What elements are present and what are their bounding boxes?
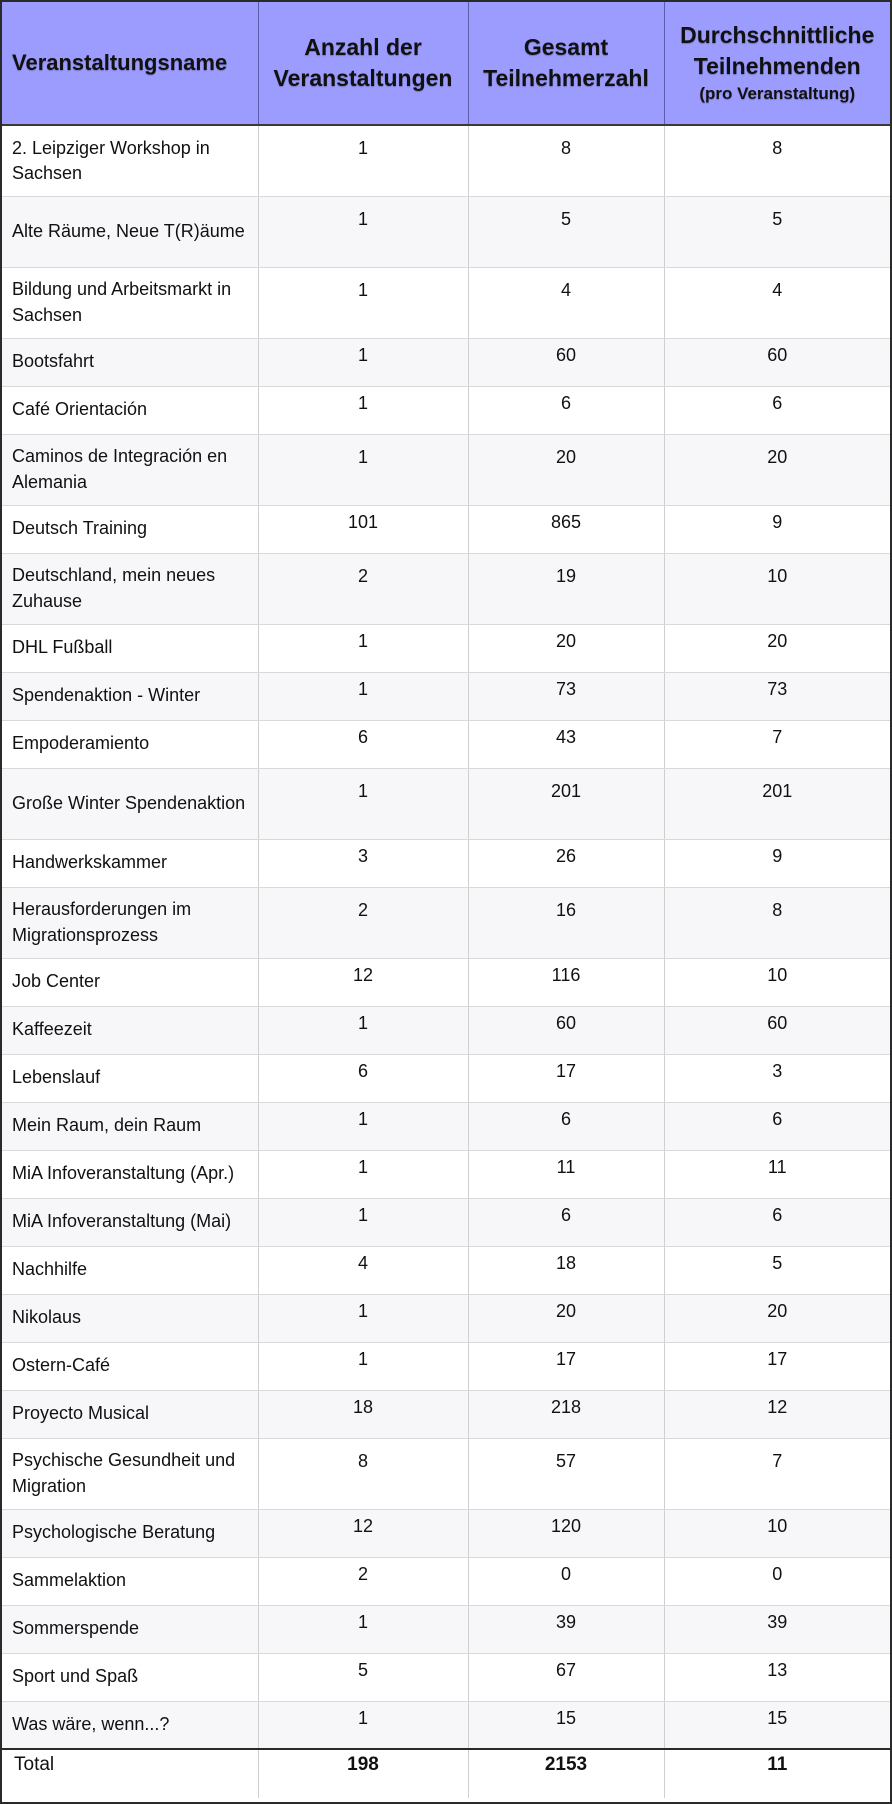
table-row bbox=[2, 1342, 890, 1390]
total-participants-cell: 20 bbox=[468, 434, 664, 505]
event-count-cell: 6 bbox=[258, 1054, 468, 1102]
header-total-line2: Teilnehmerzahl bbox=[483, 65, 649, 91]
total-participants-cell: 16 bbox=[468, 887, 664, 958]
event-name-cell: MiA Infoveranstaltung (Mai) bbox=[2, 1198, 258, 1246]
event-count-cell: 18 bbox=[258, 1390, 468, 1438]
table-row bbox=[2, 1006, 890, 1054]
total-participants-cell: 201 bbox=[468, 768, 664, 839]
event-count-cell: 1 bbox=[258, 1006, 468, 1054]
event-count-cell: 6 bbox=[258, 720, 468, 768]
table-row bbox=[2, 338, 890, 386]
table-row bbox=[2, 887, 890, 958]
event-count-cell: 4 bbox=[258, 1246, 468, 1294]
average-participants-cell: 10 bbox=[664, 958, 890, 1006]
event-count-cell: 2 bbox=[258, 553, 468, 624]
header-event-count-line1: Anzahl der bbox=[304, 33, 422, 60]
event-count-cell: 1 bbox=[258, 672, 468, 720]
header-average-participants bbox=[664, 2, 890, 125]
event-name-cell: Deutschland, mein neues Zuhause bbox=[2, 553, 258, 624]
table-row bbox=[2, 1054, 890, 1102]
event-name-cell: Café Orientación bbox=[2, 386, 258, 434]
average-participants-cell: 5 bbox=[664, 196, 890, 267]
average-participants-cell: 8 bbox=[664, 887, 890, 958]
header-avg-line2: Teilnehmenden bbox=[693, 53, 861, 80]
average-participants-cell: 201 bbox=[664, 768, 890, 839]
table-row bbox=[2, 196, 890, 267]
header-total-participants bbox=[468, 2, 664, 125]
average-participants-cell: 10 bbox=[664, 553, 890, 624]
total-participants-cell: 67 bbox=[468, 1653, 664, 1701]
total-participants-cell: 20 bbox=[468, 1294, 664, 1342]
average-participants-cell: 0 bbox=[664, 1557, 890, 1605]
header-row bbox=[2, 2, 890, 125]
event-name-cell: Nikolaus bbox=[2, 1294, 258, 1342]
average-participants-cell: 8 bbox=[664, 125, 890, 196]
event-count-cell: 1 bbox=[258, 386, 468, 434]
event-name-cell: MiA Infoveranstaltung (Apr.) bbox=[2, 1150, 258, 1198]
event-name-cell: Sport und Spaß bbox=[2, 1653, 258, 1701]
events-table bbox=[2, 2, 890, 1798]
average-participants-cell: 11 bbox=[664, 1150, 890, 1198]
event-name-cell: Was wäre, wenn...? bbox=[2, 1701, 258, 1749]
table-row bbox=[2, 720, 890, 768]
event-count-cell: 1 bbox=[258, 338, 468, 386]
average-participants-cell: 9 bbox=[664, 505, 890, 553]
event-count-cell: 1 bbox=[258, 1701, 468, 1749]
event-name-cell: Ostern-Café bbox=[2, 1342, 258, 1390]
event-name-cell: Nachhilfe bbox=[2, 1246, 258, 1294]
event-name-cell: Psychische Gesundheit und Migration bbox=[2, 1438, 258, 1509]
average-participants-cell: 7 bbox=[664, 720, 890, 768]
table-header bbox=[2, 2, 890, 125]
average-participants-cell: 60 bbox=[664, 338, 890, 386]
total-participants-cell: 18 bbox=[468, 1246, 664, 1294]
table-row bbox=[2, 553, 890, 624]
event-count-cell: 1 bbox=[258, 434, 468, 505]
event-name-cell: Psychologische Beratung bbox=[2, 1509, 258, 1557]
event-count-cell: 5 bbox=[258, 1653, 468, 1701]
table-row bbox=[2, 1198, 890, 1246]
header-avg-subtitle: (pro Veranstaltung) bbox=[699, 84, 856, 104]
total-participants-cell: 73 bbox=[468, 672, 664, 720]
average-participants-cell: 60 bbox=[664, 1006, 890, 1054]
total-participants-cell: 15 bbox=[468, 1701, 664, 1749]
average-participants-cell: 6 bbox=[664, 1102, 890, 1150]
table-row bbox=[2, 1102, 890, 1150]
average-participants-cell: 6 bbox=[664, 386, 890, 434]
total-participants-cell: 60 bbox=[468, 1006, 664, 1054]
average-participants-cell: 20 bbox=[664, 434, 890, 505]
table-row bbox=[2, 1509, 890, 1557]
event-name-cell: Job Center bbox=[2, 958, 258, 1006]
table-row bbox=[2, 1150, 890, 1198]
table-row bbox=[2, 624, 890, 672]
table-row bbox=[2, 267, 890, 338]
total-participants-cell: 20 bbox=[468, 624, 664, 672]
table-row bbox=[2, 1438, 890, 1509]
event-name-cell: Handwerkskammer bbox=[2, 839, 258, 887]
total-row bbox=[2, 1749, 890, 1798]
total-participants-cell: 6 bbox=[468, 1198, 664, 1246]
event-count-cell: 2 bbox=[258, 1557, 468, 1605]
header-event-name-label: Veranstaltungsname bbox=[12, 50, 228, 75]
average-participants-cell: 4 bbox=[664, 267, 890, 338]
total-participants-cell: 17 bbox=[468, 1054, 664, 1102]
event-name-cell: Spendenaktion - Winter bbox=[2, 672, 258, 720]
average-participants-cell: 73 bbox=[664, 672, 890, 720]
table-row bbox=[2, 1701, 890, 1749]
total-average: 11 bbox=[664, 1749, 890, 1798]
total-participants-cell: 43 bbox=[468, 720, 664, 768]
header-avg-line1: Durchschnittliche bbox=[680, 22, 875, 49]
total-event-count: 198 bbox=[258, 1749, 468, 1798]
event-count-cell: 2 bbox=[258, 887, 468, 958]
total-participants-cell: 26 bbox=[468, 839, 664, 887]
event-name-cell: Große Winter Spendenaktion bbox=[2, 768, 258, 839]
average-participants-cell: 20 bbox=[664, 624, 890, 672]
event-count-cell: 1 bbox=[258, 1342, 468, 1390]
table-row bbox=[2, 125, 890, 196]
event-count-cell: 8 bbox=[258, 1438, 468, 1509]
event-name-cell: Empoderamiento bbox=[2, 720, 258, 768]
average-participants-cell: 7 bbox=[664, 1438, 890, 1509]
total-participants-cell: 11 bbox=[468, 1150, 664, 1198]
average-participants-cell: 9 bbox=[664, 839, 890, 887]
header-event-count-line2: Veranstaltungen bbox=[273, 65, 453, 91]
total-participants-cell: 17 bbox=[468, 1342, 664, 1390]
total-participants-cell: 120 bbox=[468, 1509, 664, 1557]
table-row bbox=[2, 1294, 890, 1342]
average-participants-cell: 3 bbox=[664, 1054, 890, 1102]
event-count-cell: 1 bbox=[258, 1150, 468, 1198]
event-name-cell: 2. Leipziger Workshop in Sachsen bbox=[2, 125, 258, 196]
table-row bbox=[2, 768, 890, 839]
total-participants-cell: 57 bbox=[468, 1438, 664, 1509]
event-count-cell: 1 bbox=[258, 1198, 468, 1246]
average-participants-cell: 10 bbox=[664, 1509, 890, 1557]
total-participants-cell: 8 bbox=[468, 125, 664, 196]
event-count-cell: 12 bbox=[258, 1509, 468, 1557]
event-count-cell: 1 bbox=[258, 1605, 468, 1653]
average-participants-cell: 20 bbox=[664, 1294, 890, 1342]
event-count-cell: 1 bbox=[258, 624, 468, 672]
event-name-cell: Bildung und Arbeitsmarkt in Sachsen bbox=[2, 267, 258, 338]
total-participants-cell: 0 bbox=[468, 1557, 664, 1605]
table-row bbox=[2, 839, 890, 887]
header-total-line1: Gesamt bbox=[523, 33, 609, 60]
total-participants-cell: 116 bbox=[468, 958, 664, 1006]
total-label: Total bbox=[2, 1749, 258, 1798]
table-row bbox=[2, 386, 890, 434]
event-name-cell: Deutsch Training bbox=[2, 505, 258, 553]
average-participants-cell: 17 bbox=[664, 1342, 890, 1390]
total-participants-cell: 6 bbox=[468, 1102, 664, 1150]
total-participants-cell: 218 bbox=[468, 1390, 664, 1438]
event-count-cell: 1 bbox=[258, 196, 468, 267]
event-count-cell: 12 bbox=[258, 958, 468, 1006]
average-participants-cell: 12 bbox=[664, 1390, 890, 1438]
event-name-cell: Kaffeezeit bbox=[2, 1006, 258, 1054]
total-participants-cell: 6 bbox=[468, 386, 664, 434]
event-name-cell: Sammelaktion bbox=[2, 1557, 258, 1605]
average-participants-cell: 13 bbox=[664, 1653, 890, 1701]
total-participants: 2153 bbox=[468, 1749, 664, 1798]
average-participants-cell: 6 bbox=[664, 1198, 890, 1246]
table-row bbox=[2, 505, 890, 553]
event-count-cell: 3 bbox=[258, 839, 468, 887]
total-participants-cell: 60 bbox=[468, 338, 664, 386]
event-name-cell: Herausforderungen im Migrationsprozess bbox=[2, 887, 258, 958]
event-name-cell: Mein Raum, dein Raum bbox=[2, 1102, 258, 1150]
table-footer bbox=[2, 1749, 890, 1798]
total-participants-cell: 19 bbox=[468, 553, 664, 624]
average-participants-cell: 15 bbox=[664, 1701, 890, 1749]
event-name-cell: Caminos de Integración en Alemania bbox=[2, 434, 258, 505]
event-name-cell: Sommerspende bbox=[2, 1605, 258, 1653]
event-count-cell: 1 bbox=[258, 125, 468, 196]
header-event-name bbox=[2, 2, 258, 125]
event-count-cell: 1 bbox=[258, 1102, 468, 1150]
event-count-cell: 1 bbox=[258, 768, 468, 839]
event-name-cell: Alte Räume, Neue T(R)äume bbox=[2, 196, 258, 267]
event-name-cell: Bootsfahrt bbox=[2, 338, 258, 386]
table-row bbox=[2, 1390, 890, 1438]
total-participants-cell: 39 bbox=[468, 1605, 664, 1653]
table-row bbox=[2, 958, 890, 1006]
total-participants-cell: 5 bbox=[468, 196, 664, 267]
total-participants-cell: 865 bbox=[468, 505, 664, 553]
event-count-cell: 1 bbox=[258, 267, 468, 338]
table-row bbox=[2, 1605, 890, 1653]
event-count-cell: 1 bbox=[258, 1294, 468, 1342]
table-row bbox=[2, 672, 890, 720]
event-name-cell: Proyecto Musical bbox=[2, 1390, 258, 1438]
table-row bbox=[2, 434, 890, 505]
average-participants-cell: 5 bbox=[664, 1246, 890, 1294]
average-participants-cell: 39 bbox=[664, 1605, 890, 1653]
event-name-cell: Lebenslauf bbox=[2, 1054, 258, 1102]
table-row bbox=[2, 1557, 890, 1605]
header-event-count bbox=[258, 2, 468, 125]
event-count-cell: 101 bbox=[258, 505, 468, 553]
table-body bbox=[2, 125, 890, 1749]
table-row bbox=[2, 1653, 890, 1701]
total-participants-cell: 4 bbox=[468, 267, 664, 338]
table-row bbox=[2, 1246, 890, 1294]
event-name-cell: DHL Fußball bbox=[2, 624, 258, 672]
